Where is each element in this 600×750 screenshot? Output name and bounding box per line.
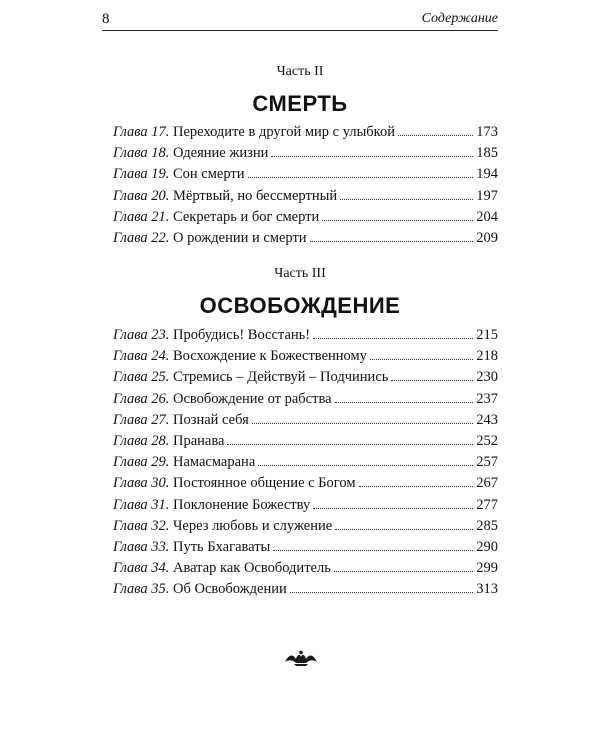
toc-entry[interactable] — [113, 346, 498, 367]
chapter-label: Глава 32. — [113, 517, 170, 534]
toc-entry[interactable] — [113, 410, 498, 431]
chapter-page-number: 285 — [476, 517, 498, 534]
chapter-title: Мёртвый, но бессмертный — [173, 187, 338, 204]
page-number: 8 — [102, 11, 110, 27]
dot-leader — [335, 402, 474, 403]
chapter-title: Путь Бхагаваты — [173, 538, 271, 555]
chapter-title: Пранава — [173, 432, 225, 449]
toc-entry[interactable] — [113, 207, 498, 228]
chapter-title: Постоянное общение с Богом — [173, 475, 356, 492]
chapter-label: Глава 29. — [113, 454, 170, 471]
toc-entry[interactable] — [113, 186, 498, 207]
toc-entry[interactable] — [113, 164, 498, 185]
dot-leader — [271, 156, 473, 157]
chapter-page-number: 237 — [476, 390, 498, 407]
chapter-title: Секретарь и бог смерти — [173, 208, 320, 225]
chapter-page-number: 277 — [476, 496, 498, 513]
chapter-title: Освобождение от рабства — [173, 390, 332, 407]
toc-entry[interactable] — [113, 452, 498, 473]
chapter-label: Глава 35. — [113, 581, 170, 598]
chapter-page-number: 194 — [476, 166, 498, 183]
dot-leader — [258, 465, 473, 466]
chapter-page-number: 243 — [476, 411, 498, 428]
dot-leader — [313, 508, 473, 509]
part-title: ОСВОБОЖДЕНИЕ — [199, 293, 401, 318]
chapter-label: Глава 30. — [113, 475, 170, 492]
toc-entry[interactable] — [113, 431, 498, 452]
chapter-page-number: 252 — [476, 432, 498, 449]
toc-list-part-3 — [113, 325, 498, 600]
toc-entry[interactable] — [113, 325, 498, 346]
chapter-title: Одеяние жизни — [173, 145, 269, 162]
dot-leader — [227, 444, 473, 445]
chapter-label: Глава 24. — [113, 348, 170, 365]
dot-leader — [252, 423, 473, 424]
dot-leader — [335, 529, 473, 530]
chapter-title: О рождении и смерти — [173, 229, 307, 246]
dot-leader — [313, 338, 473, 339]
chapter-label: Глава 22. — [113, 229, 170, 246]
dot-leader — [273, 550, 473, 551]
chapter-label: Глава 17. — [113, 124, 170, 140]
chapter-label: Глава 27. — [113, 411, 170, 428]
chapter-label: Глава 19. — [113, 166, 170, 183]
toc-entry[interactable] — [113, 579, 498, 600]
toc-entry[interactable] — [113, 473, 498, 494]
toc-list-part-2 — [113, 122, 498, 249]
dot-leader — [322, 220, 473, 221]
chapter-title: Аватар как Освободитель — [173, 560, 331, 577]
toc-entry[interactable] — [113, 143, 498, 164]
dot-leader — [340, 199, 473, 200]
chapter-label: Глава 25. — [113, 369, 170, 386]
chapter-title: Восхождение к Божественному — [173, 348, 367, 365]
toc-entry[interactable] — [113, 389, 498, 410]
chapter-page-number: 173 — [476, 124, 498, 140]
chapter-title: Намасмарана — [173, 454, 256, 471]
chapter-label: Глава 18. — [113, 145, 170, 162]
chapter-page-number: 257 — [476, 454, 498, 471]
chapter-title: Познай себя — [173, 411, 249, 428]
toc-entry[interactable] — [113, 558, 498, 579]
chapter-label: Глава 28. — [113, 432, 170, 449]
running-title: Содержание — [421, 11, 498, 26]
chapter-title: Пробудись! Восстань! — [173, 327, 311, 343]
toc-entry[interactable] — [113, 516, 498, 537]
part-label: Часть II — [276, 64, 324, 79]
chapter-label: Глава 21. — [113, 208, 170, 225]
toc-entry[interactable] — [113, 495, 498, 516]
chapter-title: Переходите в другой мир с улыбкой — [173, 124, 396, 140]
chapter-title: Об Освобождении — [173, 581, 287, 598]
chapter-label: Глава 20. — [113, 187, 170, 204]
chapter-page-number: 313 — [476, 581, 498, 598]
chapter-title: Поклонение Божеству — [173, 496, 311, 513]
chapter-page-number: 197 — [476, 187, 498, 204]
chapter-label: Глава 34. — [113, 560, 170, 577]
chapter-label: Глава 33. — [113, 538, 170, 555]
chapter-page-number: 185 — [476, 145, 498, 162]
chapter-title: Стремись – Действуй – Подчинись — [173, 369, 389, 386]
chapter-label: Глава 26. — [113, 390, 170, 407]
dot-leader — [290, 592, 473, 593]
dot-leader — [359, 486, 474, 487]
chapter-page-number: 218 — [476, 348, 498, 365]
chapter-page-number: 209 — [476, 229, 498, 246]
chapter-page-number: 230 — [476, 369, 498, 386]
floral-ornament-icon — [284, 650, 318, 666]
part-label: Часть III — [274, 266, 326, 281]
chapter-label: Глава 23. — [113, 327, 170, 343]
chapter-title: Сон смерти — [173, 166, 245, 183]
chapter-page-number: 204 — [476, 208, 498, 225]
chapter-title: Через любовь и служение — [173, 517, 333, 534]
dot-leader — [334, 571, 473, 572]
dot-leader — [370, 359, 473, 360]
toc-entry[interactable] — [113, 122, 498, 143]
toc-entry[interactable] — [113, 228, 498, 249]
dot-leader — [391, 380, 473, 381]
toc-entry[interactable] — [113, 537, 498, 558]
dot-leader — [310, 241, 474, 242]
chapter-page-number: 299 — [476, 560, 498, 577]
dot-leader — [398, 135, 473, 136]
dot-leader — [248, 177, 474, 178]
chapter-page-number: 290 — [476, 538, 498, 555]
chapter-label: Глава 31. — [113, 496, 170, 513]
part-title: СМЕРТЬ — [252, 91, 348, 116]
chapter-page-number: 267 — [476, 475, 498, 492]
chapter-page-number: 215 — [476, 327, 498, 343]
running-head — [102, 10, 498, 31]
toc-entry[interactable] — [113, 367, 498, 388]
